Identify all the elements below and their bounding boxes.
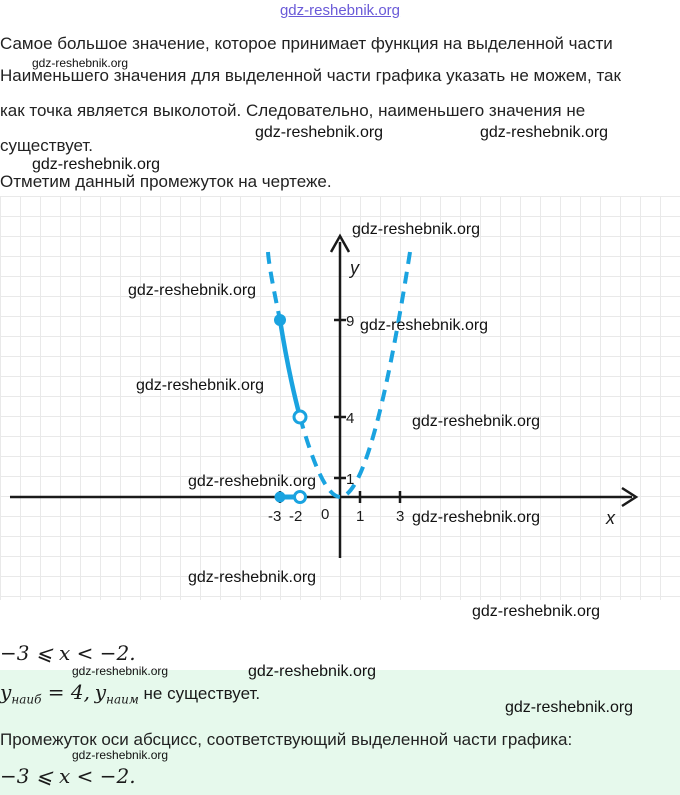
y-tick-label: 4: [346, 410, 355, 427]
watermark: gdz-reshebnik.org: [472, 603, 601, 620]
parabola-dashed-rest: [300, 252, 410, 497]
watermark: gdz-reshebnik.org: [136, 377, 265, 394]
ymin-symbol: y: [94, 680, 107, 704]
y-tick-label: 1: [346, 471, 355, 488]
site-header-link[interactable]: gdz-reshebnik.org: [279, 2, 401, 19]
x-tick-label: 1: [356, 508, 365, 525]
watermark: gdz-reshebnik.org: [255, 124, 384, 141]
ymax-subscript: наиб: [11, 692, 42, 707]
ymin-subscript: наим: [106, 692, 139, 707]
ymax-value: = 4,: [41, 680, 90, 704]
open-point-axis: [295, 492, 306, 503]
watermark: gdz-reshebnik.org: [72, 748, 169, 762]
abscissa-text: Промежуток оси абсцисс, соответствующий выделенной части графика:: [0, 730, 573, 749]
watermark: gdz-reshebnik.org: [32, 156, 161, 173]
ymax-symbol: y: [0, 680, 12, 704]
watermark: gdz-reshebnik.org: [72, 664, 169, 678]
watermark: gdz-reshebnik.org: [248, 663, 377, 680]
extremes-line: [0, 680, 260, 706]
ymin-text: не существует.: [138, 684, 261, 703]
x-tick-label: -3: [268, 508, 282, 525]
function-graph: [0, 196, 680, 600]
text-line-min-value: Наименьшего значения для выделенной части графика указать не можем, так: [0, 66, 621, 85]
watermark: gdz-reshebnik.org: [360, 317, 489, 334]
x-tick-label: 3: [396, 508, 405, 525]
closed-point-curve: [274, 314, 286, 326]
watermark: gdz-reshebnik.org: [480, 124, 609, 141]
text-line-mark-interval: Отметим данный промежуток на чертеже.: [0, 172, 332, 191]
interval-inequality-final: −3 ⩽ x < −2.: [0, 764, 136, 788]
watermark: gdz-reshebnik.org: [188, 569, 317, 586]
text-line-not-exist: существует.: [0, 136, 94, 155]
watermark: gdz-reshebnik.org: [412, 413, 541, 430]
watermark: gdz-reshebnik.org: [32, 56, 129, 70]
watermark: gdz-reshebnik.org: [505, 699, 634, 716]
open-point-curve: [294, 411, 306, 423]
watermark: gdz-reshebnik.org: [128, 282, 257, 299]
x-tick-label: -2: [289, 508, 303, 525]
watermark: gdz-reshebnik.org: [352, 221, 481, 238]
origin-label: 0: [321, 506, 330, 523]
watermark: gdz-reshebnik.org: [188, 473, 317, 490]
interval-inequality: −3 ⩽ x < −2.: [0, 641, 136, 665]
y-tick-label: 9: [346, 313, 355, 330]
text-line-open-point: как точка является выколотой. Следовательно, наименьшего значения не: [0, 101, 586, 120]
x-axis-label: x: [606, 508, 615, 528]
parabola-highlighted-segment: [280, 320, 300, 417]
watermark: gdz-reshebnik.org: [412, 509, 541, 526]
parabola-dashed-left-top: [268, 252, 280, 320]
text-line-max-value: Самое большое значение, которое принимает функция на выделенной части: [0, 34, 613, 53]
y-axis-label: y: [350, 258, 359, 278]
closed-point-axis: [275, 492, 286, 503]
